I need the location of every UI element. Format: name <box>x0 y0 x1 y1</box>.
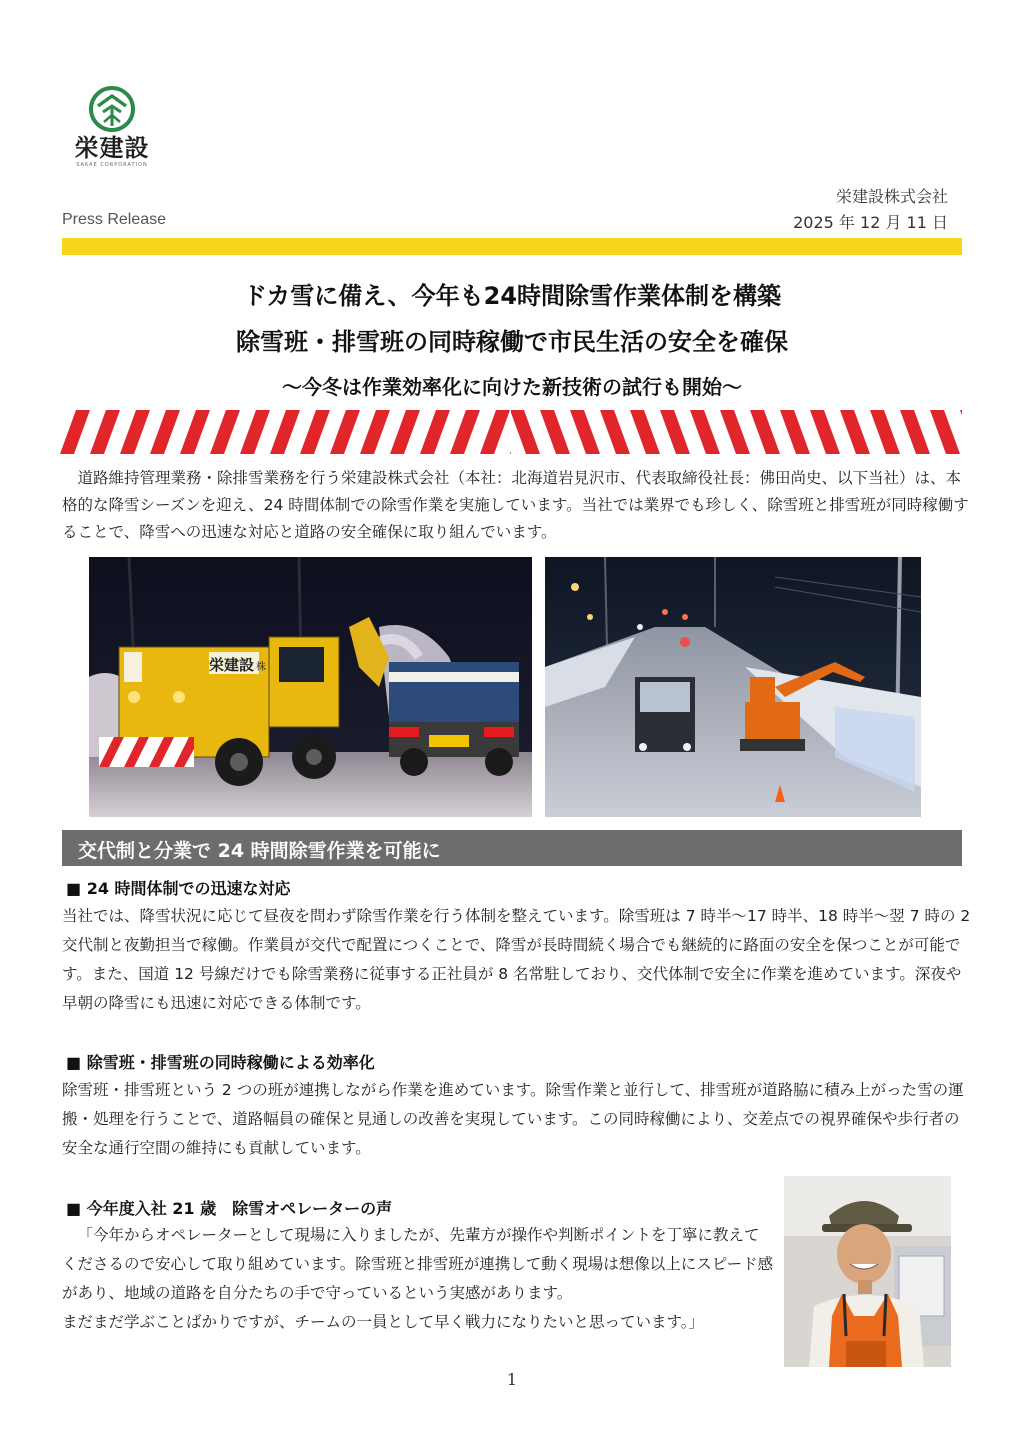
truck-label: 栄建設 <box>209 656 255 674</box>
company-name: 栄建設株式会社 <box>835 187 948 206</box>
operator-quote <box>62 1221 774 1337</box>
company-logo <box>66 86 158 168</box>
intro-paragraph <box>62 465 974 546</box>
subheading-operator-voice: ■ 今年度入社 21 歳 除雪オペレーターの声 <box>66 1199 393 1218</box>
operator-quote-text-2: まだまだ学ぶことばかりですが、チームの一員として早く戦力になりたいと思っています。」 <box>62 1313 705 1331</box>
logo-name: 栄建設 <box>74 134 150 162</box>
release-date: 2025 年 12 月 11 日 <box>793 213 948 232</box>
section-header <box>62 830 962 866</box>
logo-subtitle: SAKAE CORPORATION <box>76 162 148 168</box>
paragraph-24h <box>62 902 972 1018</box>
header-accent-bar <box>62 238 962 255</box>
paragraph-24h-text: 当社では、降雪状況に応じて昼夜を問わず除雪作業を行う体制を整えています。除雪班は 7 時半～17 時半、18 時半～翌 7 時の 2 交代制と夜勤担当で稼働。作業員が交代で配置につくことで、降雪が長時間続く場合でも継続的に路面の安全を保つことが可能です。また、国道 12 号線だけでも除雪業務に従事する正社員が 8 名常駐しており、交代体制で安全に作業を進めています。深夜や早朝の降雪にも迅速に対応できる体制です。 <box>62 907 971 1012</box>
photo-snow-blower <box>89 557 532 817</box>
section-title: 交代制と分業で 24 時間除雪作業を可能に <box>78 840 441 862</box>
truck-label-suffix: 株 <box>256 662 266 673</box>
paragraph-efficiency-text: 除雪班・排雪班という 2 つの班が連携しながら作業を進めています。除雪作業と並行して、排雪班が道路脇に積み上がった雪の運搬・処理を行うことで、道路幅員の確保と見通しの改善を実現しています。この同時稼働により、交差点での視界確保や歩行者の安全な通行空間の維持にも貢献しています。 <box>62 1081 964 1157</box>
photo-night-road <box>545 557 921 817</box>
page-number: 1 <box>506 1370 518 1389</box>
intro-text: 道路維持管理業務・除排雪業務を行う栄建設株式会社（本社：北海道岩見沢市、代表取締役社長：佛田尚史、以下当社）は、本格的な降雪シーズンを迎え、24 時間体制での除雪作業を実施しています。当社では業界でも珍しく、除雪班と排雪班が同時稼働することで、降雪への迅速な対応と道路の安全確保に取り組んでいます。 <box>62 469 969 541</box>
subheading-24h: ■ 24 時間体制での迅速な対応 <box>66 879 291 898</box>
paragraph-efficiency <box>62 1076 972 1163</box>
subheadline: ～今冬は作業効率化に向けた新技術の試行も開始～ <box>282 375 742 399</box>
headline: ドカ雪に備え、今年も24時間除雪作業体制を構築 <box>242 282 782 310</box>
subheading-efficiency: ■ 除雪班・排雪班の同時稼働による効率化 <box>66 1053 375 1072</box>
press-release-label: Press Release <box>62 211 167 228</box>
caution-stripes <box>60 410 962 454</box>
photo-operator <box>784 1176 951 1367</box>
operator-quote-text: 「今年からオペレーターとして現場に入りましたが、先輩方が操作や判断ポイントを丁寧に教えてくださるので安心して取り組めています。除雪班と排雪班が連携して動く現場は想像以上にスピード感があり、地域の道路を自分たちの手で守っているという実感があります。 <box>62 1226 774 1302</box>
logo-mark-icon <box>89 86 135 132</box>
headline-second: 除雪班・排雪班の同時稼働で市民生活の安全を確保 <box>236 328 788 356</box>
